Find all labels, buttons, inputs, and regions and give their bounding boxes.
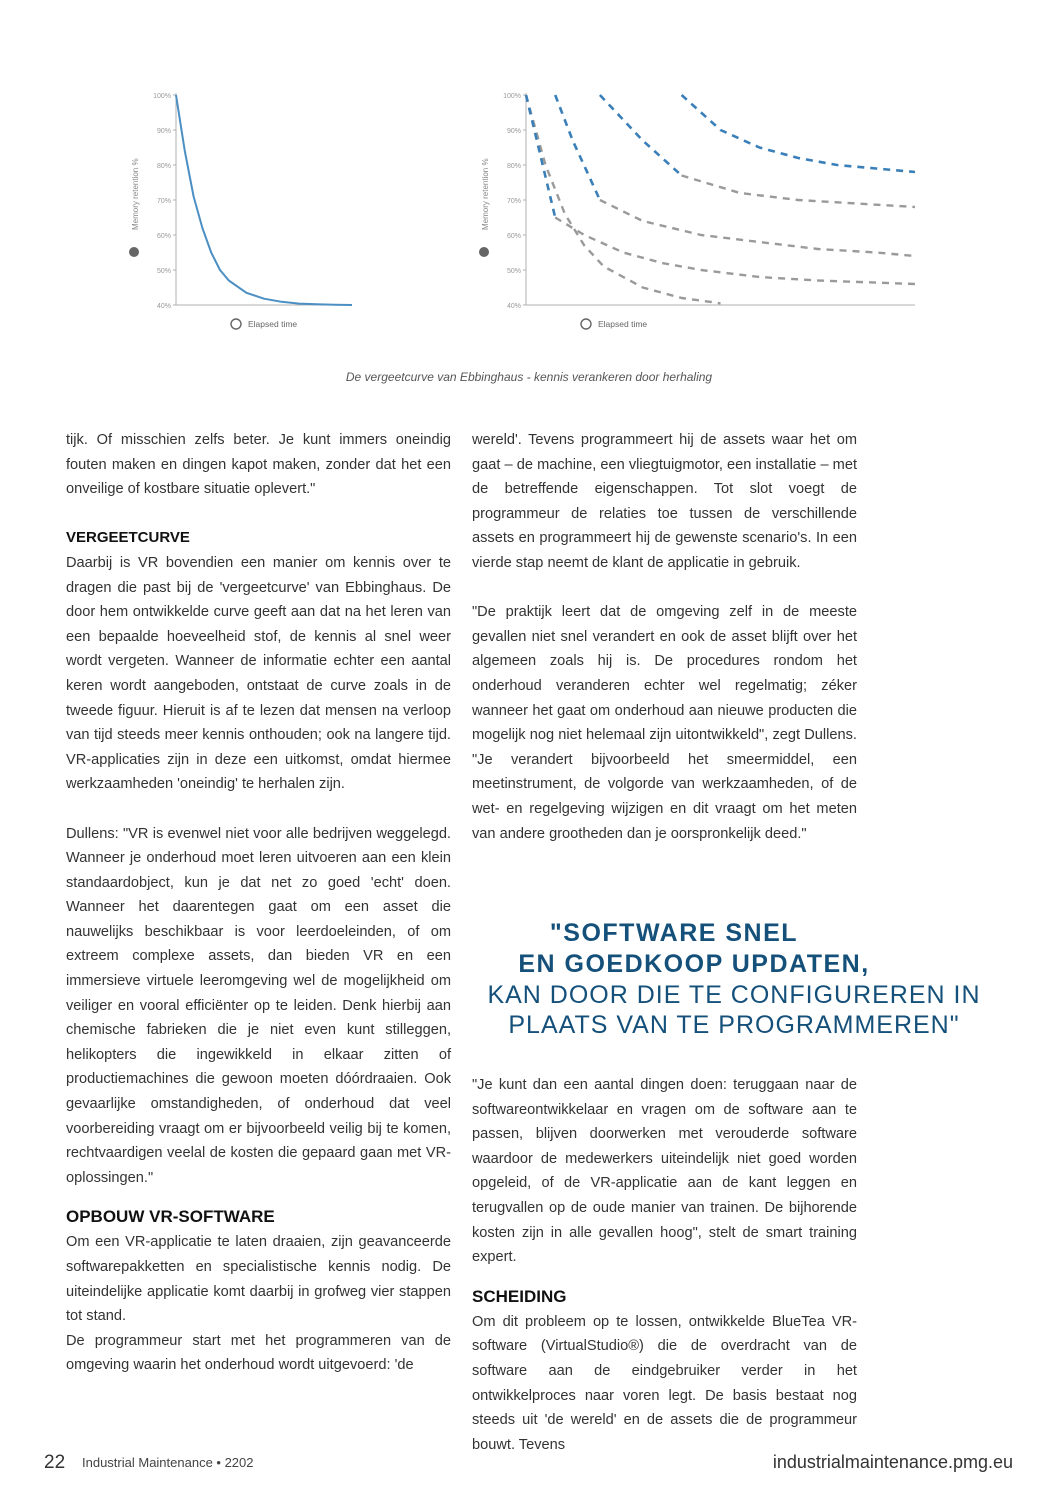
- y-tick-label: 50%: [506, 268, 521, 275]
- publication-name: Industrial Maintenance • 2202: [82, 1455, 254, 1470]
- y-tick-label: 50%: [156, 268, 171, 275]
- paragraph: De programmeur start met het programmeren van de omgeving waarin het onderhoud wordt uitgevoerd: 'de: [66, 1332, 451, 1374]
- column-right-bottom: [472, 1073, 857, 1457]
- paragraph: Om een VR-applicatie te laten draaien, zijn geavanceerde softwarepakketten en specialistische kennis nodig. De uiteindelijke applicatie komt daarbij in grofweg vier stappen tot stand.: [66, 1234, 451, 1325]
- brain-icon: [129, 247, 139, 257]
- y-tick-label: 40%: [506, 303, 521, 310]
- series-line: [526, 95, 555, 218]
- y-tick-label: 40%: [156, 303, 171, 310]
- y-axis-label: Memory retention %: [481, 158, 490, 230]
- y-tick-label: 60%: [156, 233, 171, 240]
- website-link[interactable]: industrialmaintenance.pmg.eu: [772, 1452, 1013, 1472]
- brain-icon: [479, 247, 489, 257]
- series-line: [600, 200, 915, 256]
- heading-scheiding: SCHEIDING: [472, 1286, 567, 1306]
- pull-quote-line: KAN DOOR DIE TE CONFIGUREREN IN: [487, 981, 981, 1009]
- series-line: [555, 218, 915, 285]
- y-tick-label: 100%: [503, 93, 521, 100]
- forgetting-curve-chart: [110, 85, 470, 350]
- paragraph: "De praktijk leert dat de omgeving zelf in de meeste gevallen niet snel verandert en ook de asset blijft over het algemeen zoals hij is. De procedures rondom het onderhoud veranderen echter wel regelmatig; zéker wanneer het gaat om onderhoud aan nieuwe producten die mogelijk nog niet helemaal zijn uitontwikkeld", zegt Dullens. "Je verandert bijvoorbeeld het smeermiddel, een meetinstrument, de volgorde van werkzaamheden, of de wet- en regelgeving wijzigen en dit vraagt om het meten van andere grootheden dan je oorspronkelijk deed.": [472, 604, 857, 842]
- stopwatch-icon: [231, 319, 241, 329]
- heading-vergeetcurve: VERGEETCURVE: [66, 529, 190, 547]
- page-number: 22: [44, 1452, 66, 1473]
- column-left: [66, 428, 451, 1378]
- series-line: [176, 95, 352, 305]
- pull-quote-line: PLAATS VAN TE PROGRAMMEREN": [508, 1011, 960, 1039]
- y-tick-label: 80%: [506, 163, 521, 170]
- pull-quote-line: "SOFTWARE SNEL: [549, 919, 799, 947]
- series-line: [555, 95, 600, 200]
- forgetting-curve-svg: [110, 85, 470, 345]
- y-tick-label: 60%: [506, 233, 521, 240]
- y-tick-label: 70%: [506, 198, 521, 205]
- paragraph: Om dit probleem op te lossen, ontwikkelde BlueTea VR-software (VirtualStudio®) die de overdracht van de software aan de eindgebruiker verder in het ontwikkelproces naar voren legt. De basis bestaat nog steeds uit 'de wereld' en de assets die de programmeur bouwt. Tevens: [472, 1313, 857, 1453]
- paragraph: wereld'. Tevens programmeert hij de assets waar het om gaat – de machine, een vliegtuigmotor, een installatie – met de betreffende eigenschappen. Tot slot voegt de programmeur de relaties toe tussen de verschillende assets en programmeert hij de gewenste scenario's. In een vierde stap neemt de klant de applicatie in gebruik.: [472, 432, 857, 571]
- y-tick-label: 70%: [156, 198, 171, 205]
- series-line: [600, 95, 682, 176]
- series-line: [526, 95, 721, 303]
- pull-quote: [470, 918, 998, 1040]
- y-tick-label: 80%: [156, 163, 171, 170]
- x-axis-label: Elapsed time: [598, 319, 648, 329]
- paragraph: Daarbij is VR bovendien een manier om kennis over te dragen die past bij de 'vergeetcurve' van Ebbinghaus. De door hem ontwikkelde curve geeft aan dat na het leren van een bepaalde hoeveelheid stof, de kennis al snel weer wordt vergeten. Wanneer de informatie echter een aantal keren wordt aangeboden, ontstaat de curve zoals in de tweede figuur. Hieruit is af te lezen dat mensen na verloop van tijd steeds meer kennis onthouden; ook na langere tijd. VR-applicaties zijn in deze een uitkomst, omdat hiermee werkzaamheden 'oneindig' te herhalen zijn.: [66, 554, 451, 793]
- paragraph: Dullens: "VR is evenwel niet voor alle bedrijven weggelegd. Wanneer je onderhoud moet leren uitvoeren aan een klein standaardobject, kun je dat net zo goed 'echt' doen. Wanneer het daarentegen gaat om een asset die nauwelijks beschikbaar is voor leerdoeleinden, of om extreem complexe assets, dan bieden VR en een immersieve virtuele leeromgeving wel de mogelijkheid om veiliger en vooral efficiënter op te leiden. Denk hierbij aan chemische fabrieken die je niet even kunt stilleggen, helikopters die ingewikkeld in elkaar zitten of productiemachines die gewoon moeten dóórdraaien. Ook gevaarlijke omstandigheden, of onderhoud dat veel voorbereiding vraagt om er bijvoorbeeld veilig bij te komen, rechtvaardigen veelal de kosten die gepaard gaan met VR-oplossingen.": [66, 825, 451, 1186]
- pull-quote-line: EN GOEDKOOP UPDATEN,: [518, 950, 870, 978]
- repetition-curve-chart: [460, 85, 930, 350]
- y-tick-label: 90%: [156, 128, 171, 135]
- y-tick-label: 90%: [506, 128, 521, 135]
- repetition-curve-svg: [460, 85, 930, 345]
- x-axis-label: Elapsed time: [248, 319, 298, 329]
- heading-opbouw: OPBOUW VR-SOFTWARE: [66, 1207, 275, 1227]
- y-axis-label: Memory retention %: [131, 158, 140, 230]
- series-line: [682, 95, 915, 172]
- y-tick-label: 100%: [153, 93, 171, 100]
- paragraph: tijk. Of misschien zelfs beter. Je kunt immers oneindig fouten maken en dingen kapot maken, zonder dat het een onveilige of kostbare situatie oplevert.": [66, 432, 451, 498]
- figure-caption: De vergeetcurve van Ebbinghaus - kennis verankeren door herhaling: [345, 370, 713, 384]
- series-line: [682, 176, 915, 208]
- paragraph: "Je kunt dan een aantal dingen doen: teruggaan naar de softwareontwikkelaar en vragen om de software aan te passen, blijven doorwerken met verouderde software waardoor de medewerkers uiteindelijk niet goed worden opgeleid, of de VR-applicatie aan de kant leggen en terugvallen op de oude manier van trainen. De bijhorende kosten zijn in alle gevallen hoog", stelt de smart training expert.: [472, 1077, 857, 1266]
- column-right-top: [472, 428, 857, 846]
- stopwatch-icon: [581, 319, 591, 329]
